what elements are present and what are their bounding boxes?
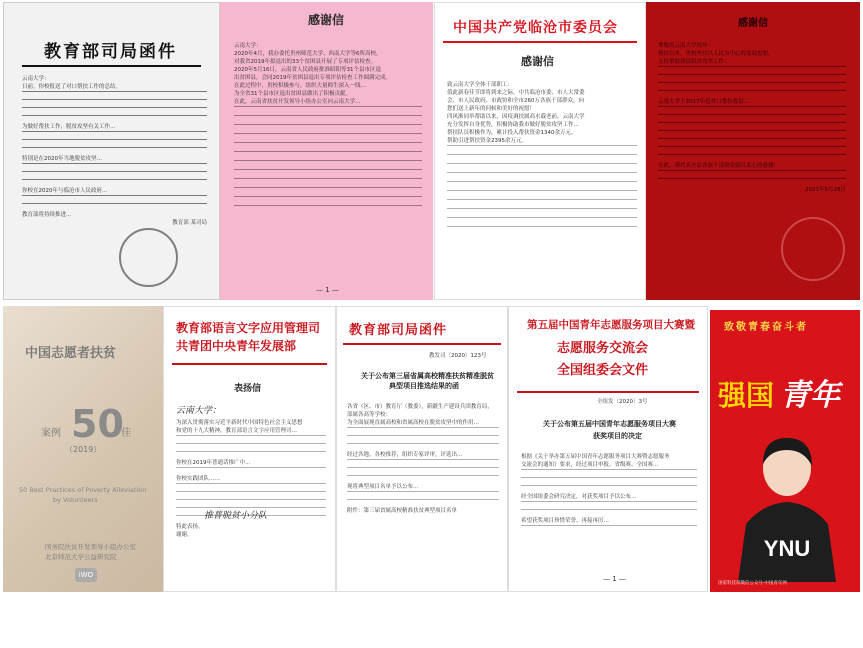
doc-body — [234, 42, 422, 214]
doc-title: 表扬信 — [234, 384, 262, 394]
body-line: 会、市人民政府、市政协和全市260万各族干部群众，向 — [447, 98, 584, 104]
body-line: 为全面展现直属高校和省属高校在脱贫攻坚中的作用… — [347, 420, 480, 426]
commendation-letter — [163, 306, 336, 592]
qiangguo-youth-poster — [710, 310, 860, 592]
doc-title: 关于公布第三届省属高校精准扶贫精准脱贫 — [361, 372, 494, 380]
body-line: 经过各地、各校推荐，组织专家评审，评选出… — [347, 452, 463, 458]
doc-header: 第五届中国青年志愿服务项目大赛暨 — [527, 319, 695, 331]
letter-ministry-education-2 — [336, 306, 508, 592]
body-line: 在此，云南省扶贫开发领导小组办公室向云南大学… — [234, 99, 361, 105]
header-rule — [517, 391, 699, 393]
page-number: — 1 — — [316, 286, 339, 294]
body-line: 云南大学： — [234, 43, 262, 49]
doc-title: 感谢信 — [308, 13, 345, 27]
body-line: 教育部将持续推进… — [22, 212, 72, 218]
publisher-line: 北京师范大学公益研究院 — [45, 553, 117, 561]
doc-body — [658, 42, 846, 194]
body-line: 和党的十九大精神，教育部语言文字应用管理司… — [176, 428, 298, 434]
body-line: 根据《关于举办第五届中国青年志愿服务项目大赛暨志愿服务 — [521, 454, 670, 460]
signature: 教育部 某司局 — [172, 220, 207, 226]
thank-you-letter-lincang — [434, 2, 646, 300]
poster-brand-script: 青年 — [780, 378, 840, 413]
volunteer-poverty-cases-cover — [3, 306, 163, 592]
poster-brand: 强国 — [718, 379, 775, 412]
body-line: 现将典型项目名单予以公布… — [347, 484, 419, 490]
body-line: 云南大学于2017年起对口帮扶我县… — [658, 99, 749, 105]
body-line: 交流会的通知》要求，经过项目申报、省级赛、全国赛… — [521, 462, 659, 468]
doc-header: 教育部司局函件 — [349, 323, 448, 338]
body-line: 在此，谨代表全县各族干部群众致以衷心的感谢！ — [658, 163, 780, 169]
best-label: 佳 — [121, 428, 131, 439]
english-title-line: 50 Best Practices of Poverty Alleviation — [19, 486, 147, 494]
doc-number: 全组发〔2020〕3号 — [597, 399, 648, 405]
letter-ministry-education-1 — [3, 2, 220, 300]
body-line: 特此表扬。 — [176, 524, 204, 530]
official-seal — [119, 228, 178, 287]
doc-date: 2021年5月28日 — [805, 187, 846, 193]
body-line: 谢谢。 — [176, 532, 193, 538]
body-line: 为深入贯彻落实习近平新时代中国特色社会主义思想 — [176, 420, 303, 426]
doc-body — [347, 403, 499, 515]
official-seal — [781, 217, 845, 281]
volunteer-competition-decision — [508, 306, 708, 592]
body-line: 你校在2020年与临沧市人民政府… — [22, 188, 108, 194]
doc-header: 志愿服务交流会 — [557, 341, 649, 356]
body-line: 2020年4月，我办委托贵州师范大学、西南大学等6所高校， — [234, 51, 382, 57]
body-line: 日前，你校报送了对口帮扶工作的总结。 — [22, 84, 122, 90]
thank-you-letter-red — [646, 2, 860, 300]
doc-title: 典型项目推选结果的函 — [389, 382, 459, 390]
poster-footer: 国家科技部微信公众号·中国青年网 — [718, 581, 787, 586]
body-line: 致云南大学全体干部职工： — [447, 82, 514, 88]
doc-title: 关于公布第五届中国青年志愿服务项目大赛 — [543, 420, 676, 428]
doc-title: 感谢信 — [738, 18, 768, 29]
body-line: 附件：第三届省属高校精准扶贫典型项目名单 — [347, 508, 458, 514]
body-line: 帮扶队员积极作为，累计投入帮扶资金1340余万元， — [447, 130, 577, 136]
page-number: — 1 — — [603, 575, 626, 583]
portrait-illustration — [732, 428, 842, 582]
english-title-line: by Volunteers — [53, 496, 98, 504]
doc-title: 获奖项目的决定 — [593, 432, 642, 440]
body-line: 您们送上新年的问候和美好的祝愿！ — [447, 106, 536, 112]
body-line: 充分发挥自身优势，积极协助我市做好脱贫攻坚工作… — [447, 122, 580, 128]
doc-header: 教育部语言文字应用管理司 — [176, 321, 321, 335]
publisher-logo-icon: iWO — [75, 568, 97, 582]
body-line: 为全省31个县市区退出贫困县做出了积极贡献。 — [234, 91, 352, 97]
addressee: 云南大学： — [176, 406, 222, 416]
body-line: 对我省2019年拟退出的33个贫困县开展了专项评估检查。 — [234, 59, 376, 65]
doc-number: 教发司〔2020〕123号 — [429, 353, 487, 359]
body-line: 尊敬的云南大学领导： — [658, 43, 714, 49]
thank-you-letter-pink — [220, 2, 433, 300]
publisher-line: 国务院扶贫开发领导小组办公室 — [45, 543, 136, 551]
body-line: 值此新春佳节即将到来之际，中共临沧市委、市人大常委 — [447, 90, 585, 96]
body-line: 帮助引进帮扶资金2395余万元。 — [447, 138, 527, 144]
body-line: 支持帮助我县脱贫攻坚工作… — [658, 59, 730, 65]
doc-header: 全国组委会文件 — [557, 363, 649, 378]
body-line: 在此过程中，贵校积极参与，组织大量师生深入一线… — [234, 83, 367, 89]
body-line: 你校实践团队…… — [176, 476, 221, 482]
cover-title: 中国志愿者扶贫 — [25, 346, 117, 361]
doc-header: 共青团中央青年发展部 — [176, 339, 297, 353]
doc-header: 中国共产党临沧市委员会 — [453, 20, 618, 36]
body-line: 为做好帮扶工作，脱贫攻坚有关工作… — [22, 124, 116, 130]
body-line: 四风渐同举帮助以来，因疫调扶属高水载老前，云南大学 — [447, 114, 585, 120]
body-line: 你校在2019年普通话推广中… — [176, 460, 251, 466]
body-line: 特别是在2020年当地脱贫攻坚… — [22, 156, 102, 162]
doc-body — [447, 81, 637, 235]
body-line: 帮扶以来，贵校坚持以人民为中心的发展思想， — [658, 51, 774, 57]
poster-tagline: 致敬青春奋斗者 — [724, 322, 808, 333]
header-rule — [22, 65, 201, 67]
body-line: 经全国组委会研究决定，对获奖项目予以公布… — [521, 494, 637, 500]
number-50: 50 — [71, 402, 124, 446]
body-line: 部属各高等学校： — [347, 412, 392, 418]
body-line: 希望获奖项目珍惜荣誉、再接再厉… — [521, 518, 610, 524]
doc-body — [176, 419, 326, 539]
header-rule — [443, 41, 637, 43]
doc-title: 教育部司局函件 — [44, 42, 177, 62]
team-name: 推普脱贫小分队 — [204, 511, 268, 521]
body-line: 各省（区、市）教育厅（教委），新疆生产建设兵团教育局， — [347, 404, 493, 410]
case-label: 案例 — [41, 428, 61, 439]
header-rule — [343, 343, 501, 345]
doc-body — [521, 453, 697, 533]
doc-body — [22, 75, 207, 227]
doc-title: 感谢信 — [521, 55, 554, 68]
body-line: 2020年5月16日，云南省人民政府批准昭阳等31个县市区退 — [234, 67, 381, 73]
body-line: 云南大学： — [22, 76, 50, 82]
header-rule — [172, 363, 327, 365]
body-line: 出贫困县，会同2019年贫困县退出专项评估检查工作圆满完成。 — [234, 75, 391, 81]
shirt-text: YNU — [763, 536, 811, 561]
year-label: （2019） — [65, 445, 102, 454]
